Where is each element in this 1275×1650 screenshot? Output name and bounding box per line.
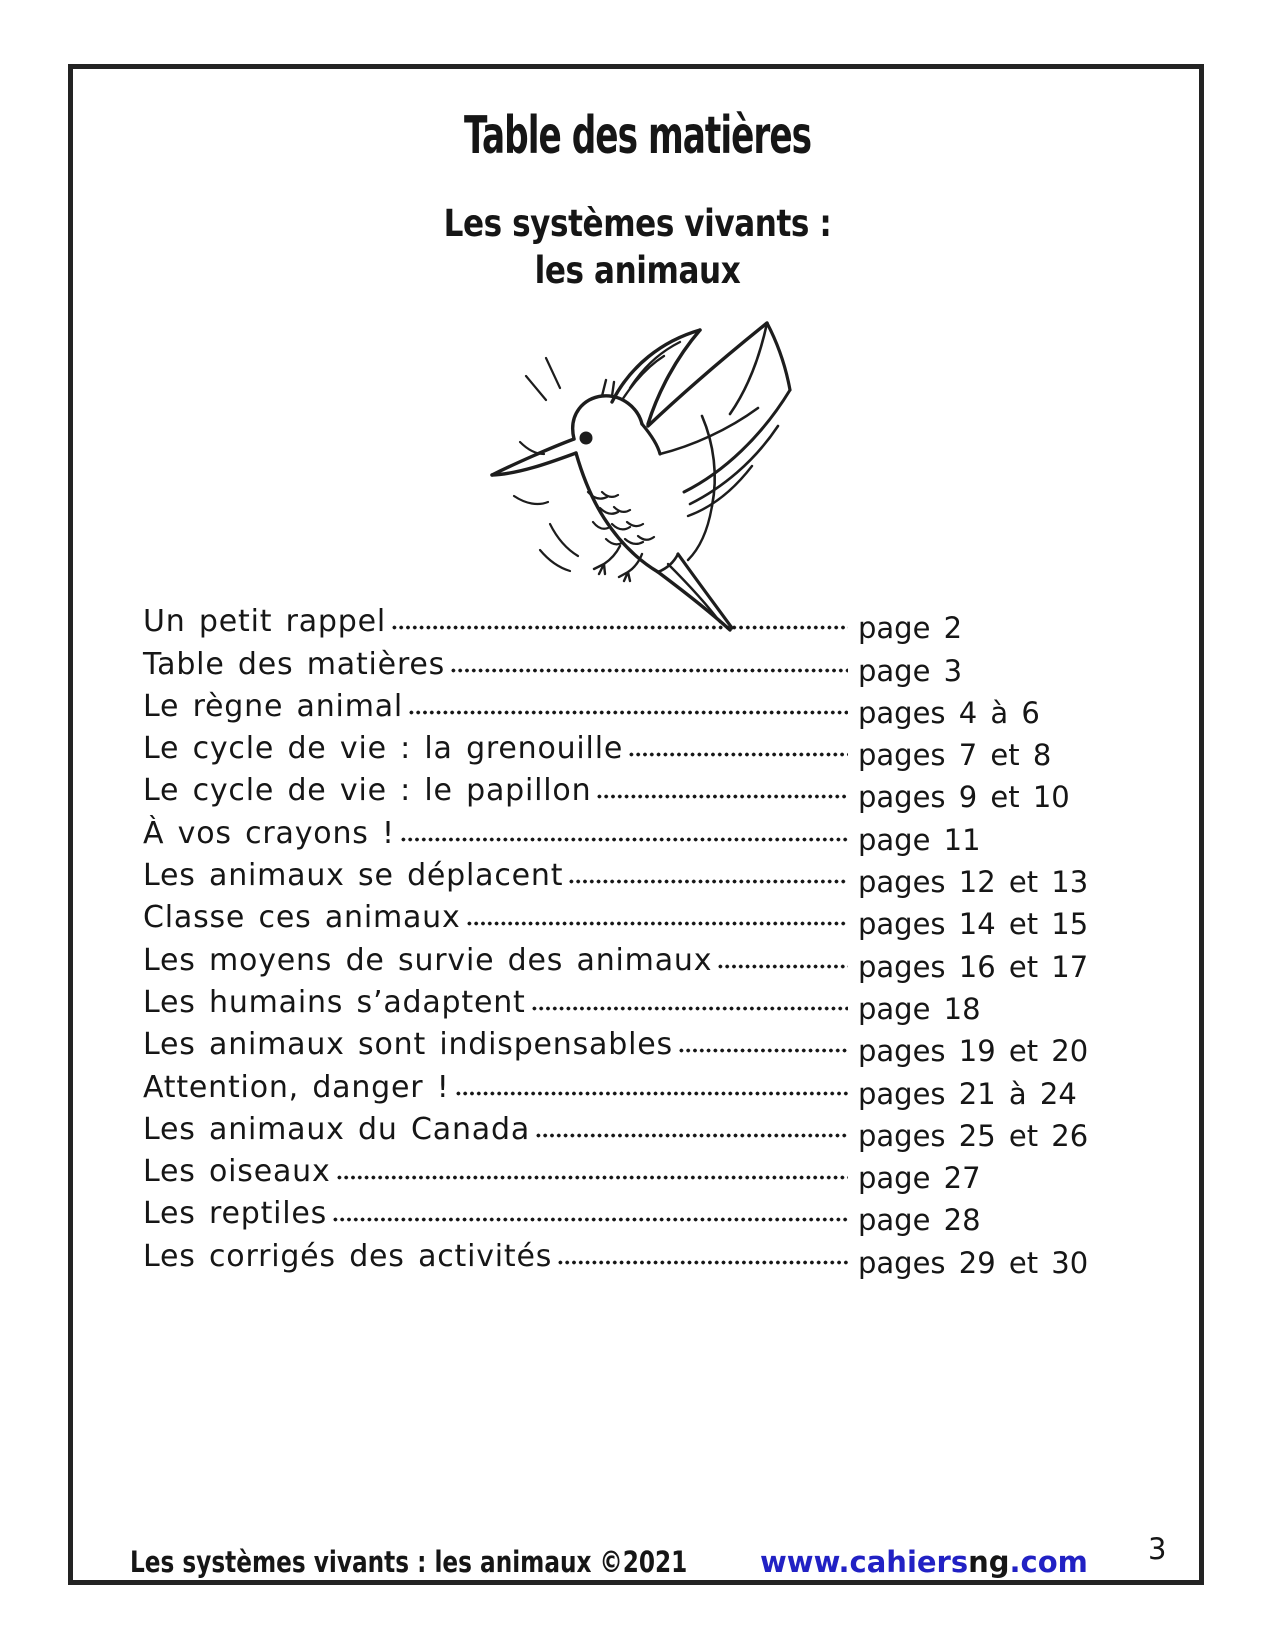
toc-leader-dots [450, 667, 848, 674]
toc-leader-dots [455, 1090, 848, 1097]
hummingbird-illustration [462, 296, 792, 646]
toc-entry-title: Les animaux du Canada [143, 1111, 531, 1147]
toc-entry [143, 814, 1073, 856]
footer-url-suffix: .com [1009, 1545, 1088, 1579]
toc-entry-title: À vos crayons ! [143, 815, 395, 851]
toc-leader-dots [531, 1005, 848, 1012]
toc-entry [143, 1026, 1089, 1069]
toc-entry-title: Les animaux sont indispensables [143, 1027, 673, 1063]
toc-entry-title: Les reptiles [143, 1196, 328, 1232]
toc-entry [143, 984, 1073, 1026]
toc-entry-title: Attention, danger ! [143, 1069, 450, 1105]
page-title: Table des matières [463, 106, 812, 166]
toc-entry-pages: page 2 [858, 611, 963, 646]
toc-leader-dots [557, 1259, 848, 1266]
toc-entry-pages: pages 29 et 30 [858, 1245, 1089, 1280]
toc-entry [143, 603, 1073, 645]
footer-url-prefix: www.cahiers [760, 1545, 969, 1579]
toc-entry-title: Le règne animal [143, 688, 404, 724]
toc-leader-dots [336, 1174, 848, 1181]
toc-entry-title: Le cycle de vie : le papillon [143, 773, 592, 809]
footer-copyright: Les systèmes vivants : les animaux ©2021 [130, 1545, 688, 1579]
toc-leader-dots [717, 963, 848, 970]
toc-entry [143, 730, 1073, 772]
toc-entry [143, 899, 1089, 942]
toc-leader-dots [391, 624, 848, 631]
subtitle-line-2: les animaux [534, 249, 741, 292]
toc-leader-dots [408, 709, 848, 716]
toc-entry-title: Le cycle de vie : la grenouille [143, 731, 624, 767]
toc-entry-pages: pages 14 et 15 [858, 907, 1089, 942]
toc-entry-title: Les moyens de survie des animaux [143, 942, 713, 978]
toc-entry-pages: page 3 [858, 653, 963, 688]
toc-entry-title: Table des matières [143, 646, 446, 682]
footer-url-brand: ng [968, 1545, 1010, 1579]
toc-entry [143, 645, 1073, 687]
toc-entry-title: Les oiseaux [143, 1154, 331, 1190]
toc-entry-pages: pages 12 et 13 [858, 865, 1089, 900]
toc-entry-pages: pages 16 et 17 [858, 949, 1089, 984]
toc-entry-pages: pages 9 et 10 [858, 780, 1070, 815]
toc-entry-title: Un petit rappel [143, 604, 386, 640]
toc-entry [143, 688, 1073, 730]
toc-entry-pages: page 28 [858, 1203, 981, 1238]
toc-entry-pages: page 27 [858, 1161, 981, 1196]
toc-entry [143, 1153, 1073, 1195]
toc-leader-dots [535, 1132, 848, 1139]
toc-entry-title: Les corrigés des activités [143, 1238, 553, 1274]
footer-website-url [760, 1545, 1088, 1579]
toc-entry-title: Les animaux se déplacent [143, 858, 564, 894]
toc-leader-dots [678, 1047, 848, 1054]
toc-entry [143, 857, 1089, 900]
toc-entry-pages: page 18 [858, 991, 981, 1026]
toc-entry-pages: pages 19 et 20 [858, 1034, 1089, 1069]
toc-entry-pages: pages 7 et 8 [858, 738, 1052, 773]
toc-entry-pages: pages 21 à 24 [858, 1076, 1077, 1111]
toc-entry [143, 1068, 1077, 1111]
toc-entry [143, 1111, 1089, 1153]
toc-entry-title: Les humains s’adaptent [143, 984, 526, 1020]
toc-leader-dots [332, 1216, 848, 1223]
toc-leader-dots [568, 878, 848, 885]
toc-entry-title: Classe ces animaux [143, 900, 461, 936]
section-subtitle [102, 200, 1173, 294]
toc-entry-pages: pages 4 à 6 [858, 695, 1040, 730]
table-of-contents [143, 603, 1089, 1280]
toc-entry [143, 772, 1073, 814]
page-number: 3 [1148, 1532, 1167, 1566]
toc-entry [143, 941, 1089, 984]
subtitle-line-1: Les systèmes vivants : [443, 202, 832, 245]
toc-entry-pages: pages 25 et 26 [858, 1118, 1089, 1153]
toc-entry [143, 1195, 1073, 1237]
toc-leader-dots [628, 751, 848, 758]
toc-leader-dots [596, 793, 848, 800]
toc-leader-dots [466, 920, 848, 927]
toc-entry [143, 1237, 1089, 1280]
toc-leader-dots [400, 836, 848, 843]
toc-entry-pages: page 11 [858, 822, 981, 857]
